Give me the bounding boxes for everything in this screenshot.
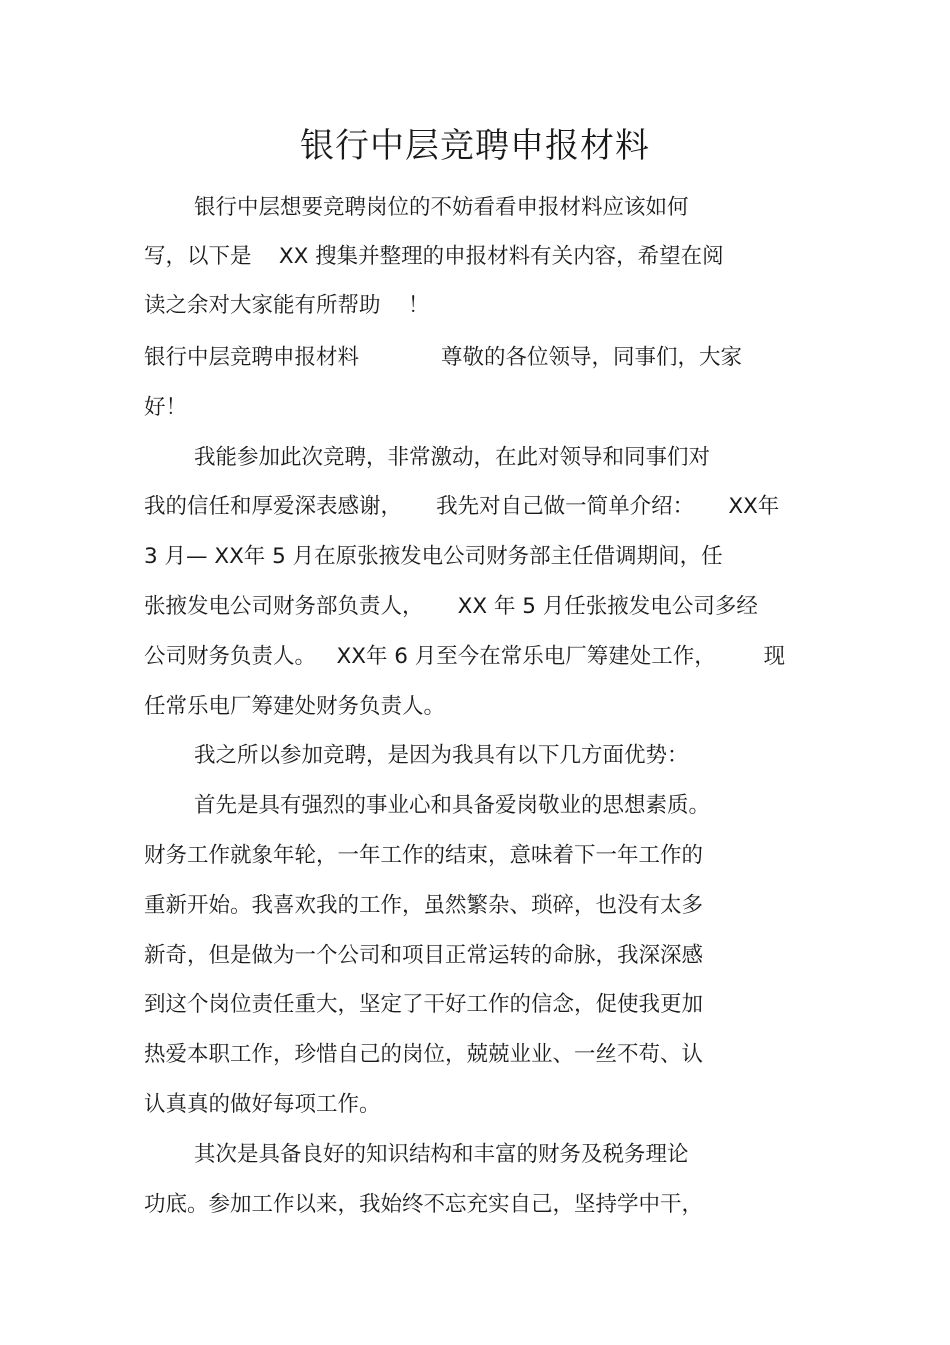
paragraph-line: 银行中层想要竞聘岗位的不妨看看申报材料应该如何	[194, 195, 689, 220]
paragraph-line: 功底。参加工作以来，我始终不忘充实自己，坚持学中干，	[144, 1192, 704, 1217]
paragraph-line: 3 月— XX年 5 月在原张掖发电公司财务部主任借调期间，任	[144, 544, 723, 569]
paragraph-line: 张掖发电公司财务部负责人， XX 年 5 月任张掖发电公司多经	[144, 594, 758, 619]
paragraph-line: 热爱本职工作，珍惜自己的岗位，兢兢业业、一丝不苟、认	[144, 1042, 704, 1067]
paragraph-line: 读之余对大家能有所帮助 ！	[144, 293, 430, 318]
paragraph-line: 写，以下是 XX 搜集并整理的申报材料有关内容，希望在阅	[144, 244, 724, 269]
document-title: 银行中层竞聘申报材料	[300, 126, 650, 166]
paragraph-line: 任常乐电厂筹建处财务负责人。	[144, 694, 446, 719]
paragraph-line: 重新开始。我喜欢我的工作，虽然繁杂、琐碎，也没有太多	[144, 893, 704, 918]
paragraph-line: 好！	[144, 395, 188, 420]
paragraph-line: 新奇，但是做为一个公司和项目正常运转的命脉，我深深感	[144, 943, 704, 968]
paragraph-line: 认真真的做好每项工作。	[144, 1092, 381, 1117]
paragraph-line: 我能参加此次竞聘，非常激动，在此对领导和同事们对	[194, 445, 711, 470]
paragraph-line: 其次是具备良好的知识结构和丰富的财务及税务理论	[194, 1142, 689, 1167]
paragraph-line: 财务工作就象年轮，一年工作的结束，意味着下一年工作的	[144, 843, 704, 868]
paragraph-line: 到这个岗位责任重大，坚定了干好工作的信念，促使我更加	[144, 992, 704, 1017]
paragraph-line: 我之所以参加竞聘，是因为我具有以下几方面优势：	[194, 743, 689, 768]
paragraph-line: 公司财务负责人。 XX年 6 月至今在常乐电厂筹建处工作， 现	[144, 644, 786, 669]
paragraph-line: 首先是具有强烈的事业心和具备爱岗敬业的思想素质。	[194, 793, 711, 818]
paragraph-line: 银行中层竞聘申报材料 尊敬的各位领导，同事们，大家	[144, 345, 743, 370]
paragraph-line: 我的信任和厚爱深表感谢， 我先对自己做一简单介绍： XX年	[144, 494, 780, 519]
